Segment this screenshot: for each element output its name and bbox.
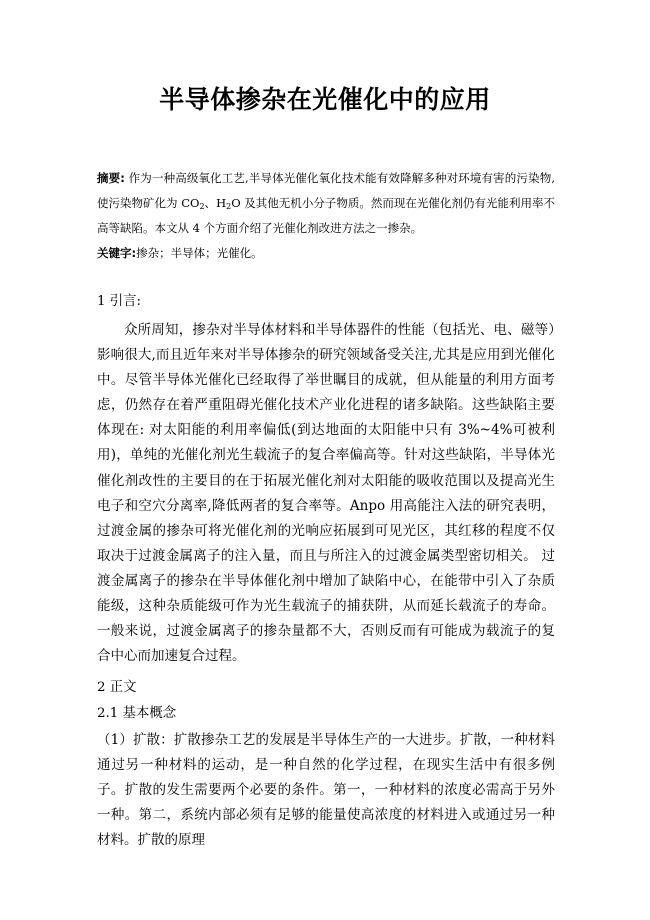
abstract-subscript-b: 2 — [226, 202, 232, 211]
section-2-1-paragraph: （1）扩散：扩散掺杂工艺的发展是半导体生产的一大进步。扩散，一种材料通过另一种材料的运动，是一种自然的化学过程，在现实生活中有很多例子。扩散的发生需要两个必要的条件。第一，一种材料的浓度必需高于另外一种。第二，系统内部必须有足够的能量使高浓度的材料进入或通过另一种材料。扩散的原理 — [97, 732, 555, 849]
abstract-text-a: 作为一种高级氧化工艺,半导体光催化氧化技术能有效降解多种对环境有害的污染物,使污染物矿化为 CO — [97, 171, 555, 210]
abstract-subscript-a: 2 — [199, 202, 205, 211]
abstract-label: 摘要: — [97, 171, 125, 185]
keywords-text: 掺杂；半导体；光催化。 — [136, 246, 263, 260]
abstract-text-c: O 及其他无机小分子物质。然而现在光催化剂仍有光能利用率不高等缺陷。本文从 4 个方面介绍了光催化剂改进方法之一掺杂。 — [97, 196, 555, 235]
abstract-text-b: 、H — [204, 196, 227, 210]
keywords-label: 关键字: — [97, 246, 137, 260]
section-1-paragraph: 众所周知，掺杂对半导体材料和半导体器件的性能（包括光、电、磁等）影响很大,而且近年来对半导体掺杂的研究领域备受关注,尤其是应用到光催化中。尽管半导体光催化已经取得了举世瞩目的成就，但从能量的利用方面考虑，仍然存在着严重阻碍光催化技术产业化进程的诸多缺陷。这些缺陷主要体现在: 对太阳能的利用率偏低(到达地面的太阳能中只有 3%~4%可被利用)，单纯的光催化剂光生载流子的复合率偏高等。针对这些缺陷，半导体光催化剂改性的主要目的在于拓展光催化剂对太阳能的吸收范围以及提高光生电子和空穴分离率,降低两者的复合率等。Anpo 用高能注入法的研究表明，过渡金属的掺杂可将光催化剂的光响应拓展到可见光区，其红移的程度不仅取决于过渡金属离子的注入量，而且与所注入的过渡金属类型密切相关。 过渡金属离子的掺杂在半导体催化剂中增加了缺陷中心，在能带中引入了杂质能级，这种杂质能级可作为光生载流子的捕获阱，从而延长载流子的寿命。一般来说，过渡金属离子的掺杂量都不大，否则反而有可能成为载流子的复合中心而加速复合过程。 — [97, 322, 555, 665]
section-2-heading: 2 正文 — [97, 680, 137, 695]
section-2-1-heading: 2.1 基本概念 — [97, 706, 177, 721]
abstract-block — [97, 166, 555, 241]
keywords-block — [97, 243, 555, 263]
section-1-heading: 1 引言: — [97, 294, 142, 309]
document-title: 半导体掺杂在光催化中的应用 — [159, 85, 491, 114]
